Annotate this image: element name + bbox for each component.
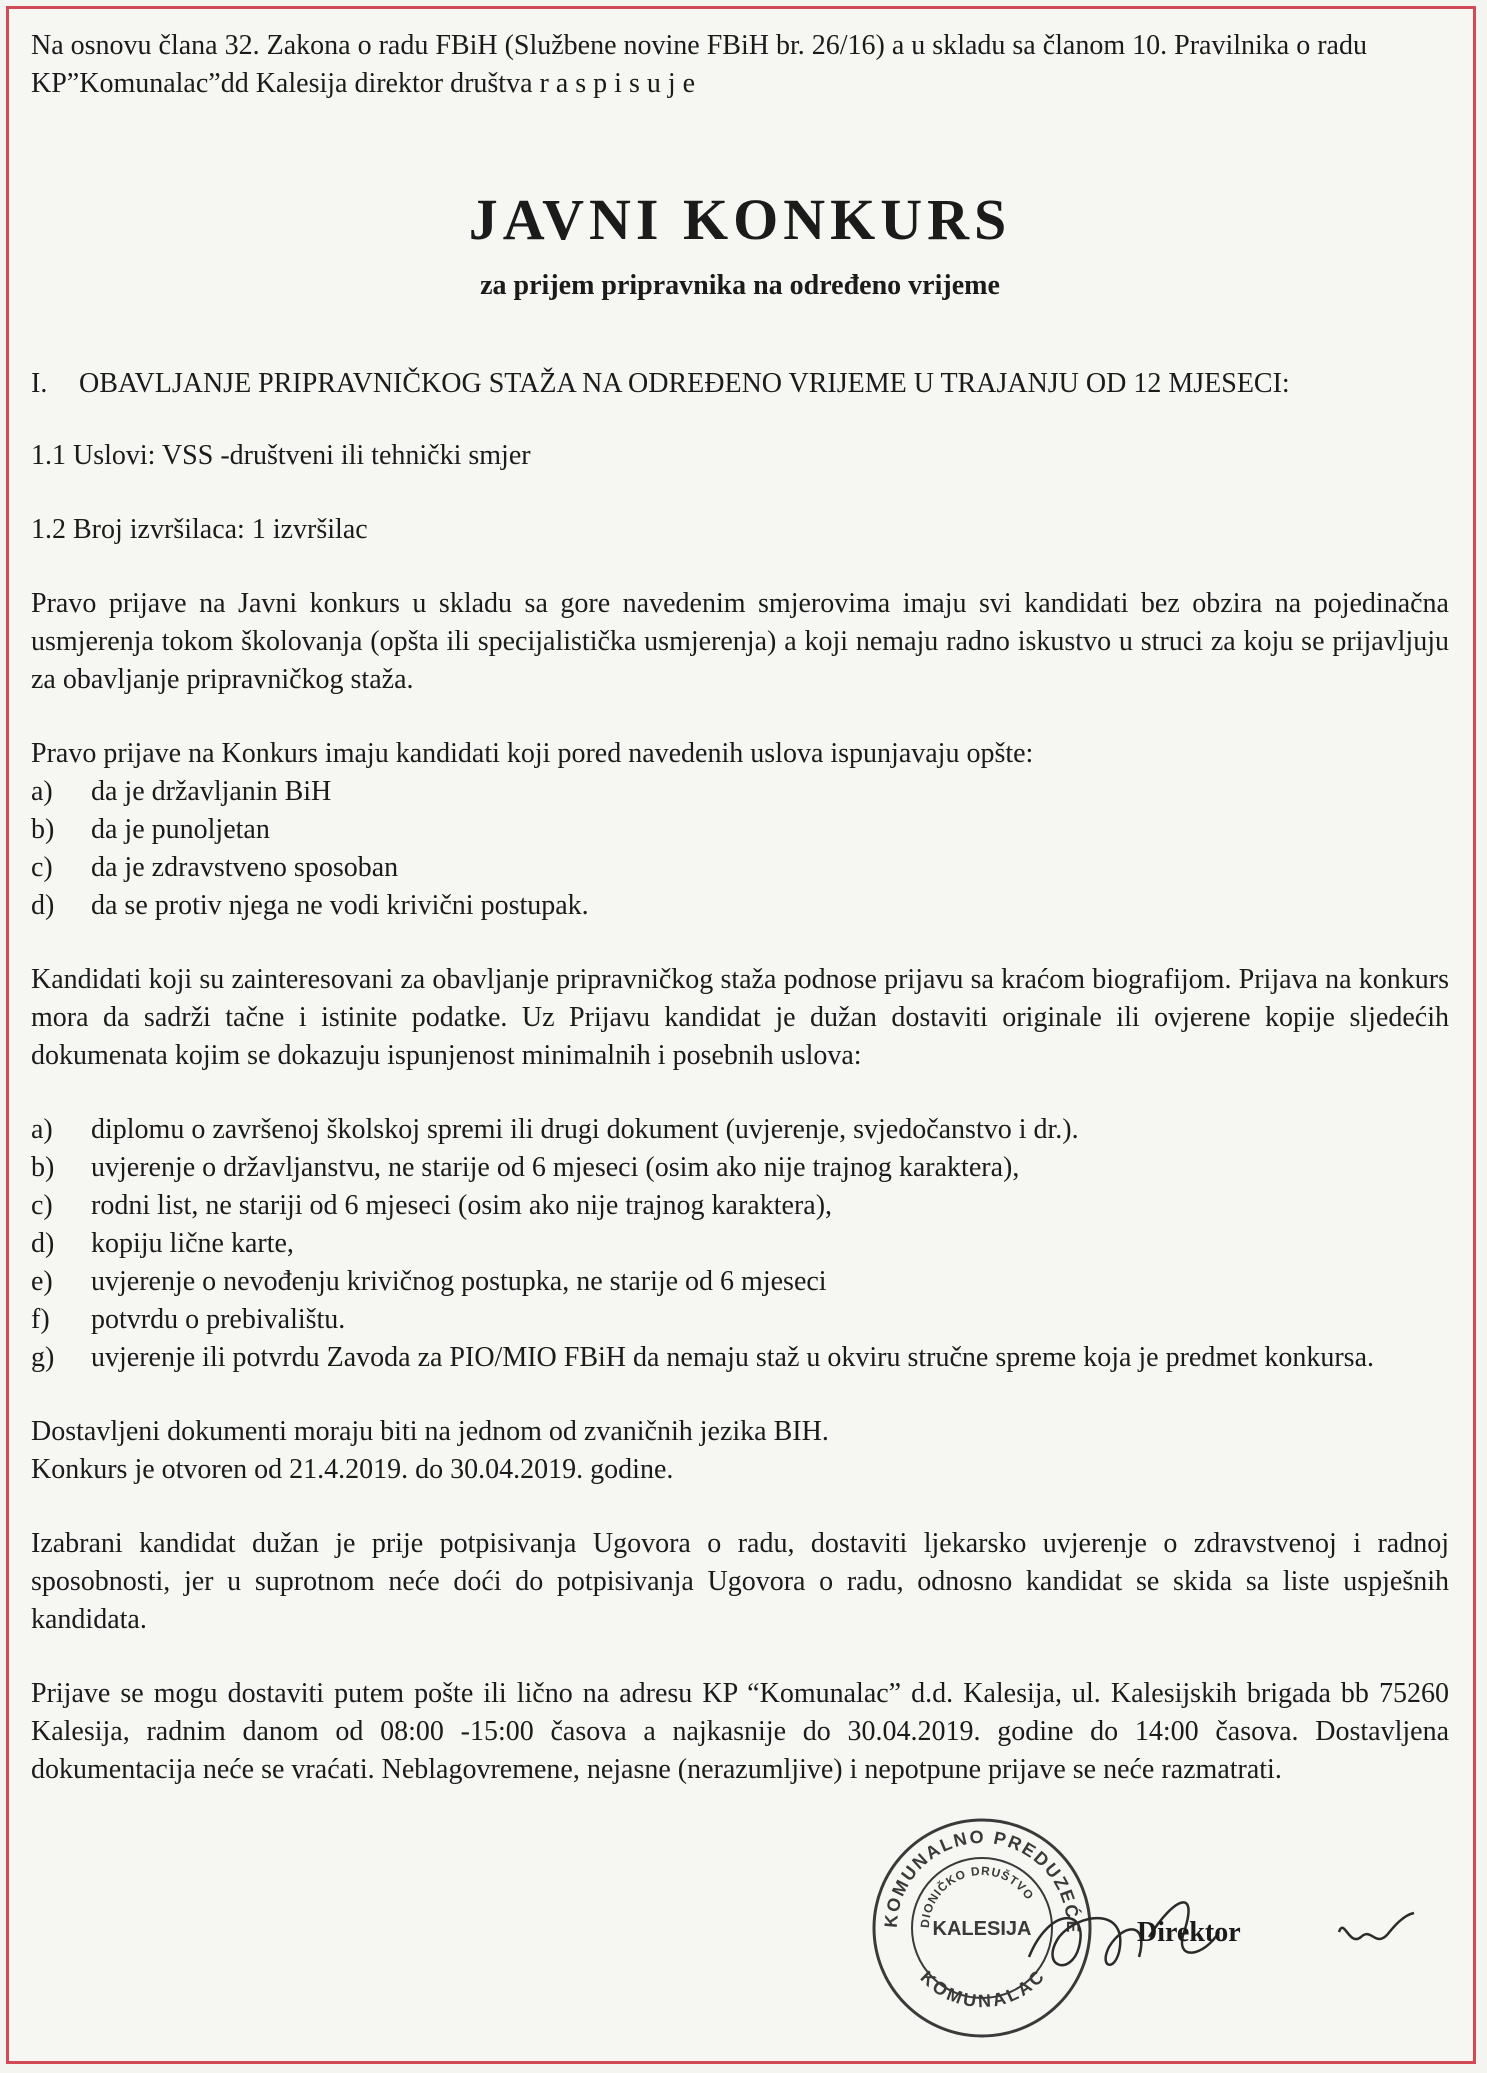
submission-paragraph: Prijave se mogu dostaviti putem pošte ili lično na adresu KP “Komunalac” d.d. Kalesija, ul. Kalesijskih brigada bb 75260 Kalesija, radnim danom od 08:00 -15:00 časova a najkasnije do 30.04.2019. godine do 14:00 časova. Dostavljena dokumentacija neće se vraćati. Neblagovremene, nejasne (nerazumljive) i nepotpune prijave se neće razmatrati. xyxy=(31,1678,1449,1785)
language-note: Dostavljeni dokumenti moraju biti na jednom od zvaničnih jezika BIH. xyxy=(31,1416,829,1447)
intro-paragraph: Na osnovu člana 32. Zakona o radu FBiH (Službene novine FBiH br. 26/16) a u skladu sa članom 10. Pravilnika o radu KP”Komunalac”dd Kalesija direktor društva r a s p i s u j e xyxy=(31,30,1367,99)
contest-period: Konkurs je otvoren od 21.4.2019. do 30.04.2019. godine. xyxy=(31,1454,674,1485)
document-subtitle: za prijem pripravnika na određeno vrijeme xyxy=(480,270,1000,301)
document-content xyxy=(31,27,1449,1825)
list-text: da je punoljetan xyxy=(91,814,270,845)
list-text: uvjerenje o nevođenju krivičnog postupka, ne starije od 6 mjeseci xyxy=(91,1266,827,1297)
list-letter: d) xyxy=(31,1228,55,1259)
list-letter: g) xyxy=(31,1342,55,1373)
required-documents-list xyxy=(31,1111,1449,1377)
condition-item-2 xyxy=(31,511,1449,549)
list-letter: d) xyxy=(31,890,55,921)
list-letter: c) xyxy=(31,1190,53,1221)
list-text: potvrdu o prebivalištu. xyxy=(91,1304,346,1335)
stamp-outer-text: KOMUNALNO PREDUZEĆE xyxy=(880,1826,1084,1935)
condition-item-1 xyxy=(31,437,1449,475)
list-text: da se protiv njega ne vodi krivični postupak. xyxy=(91,890,589,921)
documents-intro: Kandidati koji su zainteresovani za obavljanje pripravničkog staža podnose prijavu sa kraćom biografijom. Prijava na konkurs mora da sadrži tačne i istinite podatke. Uz Prijavu kandidat je dužan dostaviti originale ili ovjerene kopije sljedećih dokumenata kojim se dokazuju ispunjenost minimalnih i posebnih uslova: xyxy=(31,964,1449,1071)
list-letter: b) xyxy=(31,1152,55,1183)
eligibility-paragraph: Pravo prijave na Javni konkurs u skladu sa gore navedenim smjerovima imaju svi kandidati bez obzira na pojedinačna usmjerenja tokom školovanja (opšta ili specijalistička usmjerenja) a koji nemaju radno iskustvo u struci za koju se prijavljuju za obavljanje pripravničkog staža. xyxy=(31,588,1449,695)
list-item xyxy=(31,1301,1449,1339)
list-text: kopiju lične karte, xyxy=(91,1228,294,1259)
list-item xyxy=(31,1111,1449,1149)
list-text: uvjerenje ili potvrdu Zavoda za PIO/MIO FBiH da nemaju staž u okviru stručne spreme koja je predmet konkursa. xyxy=(91,1342,1374,1373)
list-text: da je državljanin BiH xyxy=(91,776,332,807)
list-letter: a) xyxy=(31,1114,53,1145)
section-number: I. xyxy=(31,368,48,399)
list-letter: c) xyxy=(31,852,53,883)
list-text: rodni list, ne stariji od 6 mjeseci (osim ako nije trajnog karaktera), xyxy=(91,1190,833,1221)
list-item xyxy=(31,1225,1449,1263)
medical-note: Izabrani kandidat dužan je prije potpisivanja Ugovora o radu, dostaviti ljekarsko uvjerenje o zdravstvenoj i radnoj sposobnosti, jer u suprotnom neće doći do potpisivanja Ugovora o radu, odnosno kandidat se skida sa liste uspješnih kandidata. xyxy=(31,1528,1449,1635)
list-letter: e) xyxy=(31,1266,53,1297)
stamp-bottom-text: KOMUNALAC xyxy=(916,1964,1050,2012)
list-item xyxy=(31,1187,1449,1225)
list-item xyxy=(31,849,1449,887)
list-letter: f) xyxy=(31,1304,50,1335)
item-text: Uslovi: VSS -društveni ili tehnički smjer xyxy=(73,440,531,471)
list-item xyxy=(31,773,1449,811)
stamp-center-text: KALESIJA xyxy=(932,1918,1032,1940)
list-text: diplomu o završenoj školskoj spremi ili drugi dokument (uvjerenje, svjedočanstvo i dr.). xyxy=(91,1114,1079,1145)
section-heading-text: OBAVLJANJE PRIPRAVNIČKOG STAŽA NA ODREĐENO VRIJEME U TRAJANJU OD 12 MJESECI: xyxy=(79,368,1290,399)
section-heading xyxy=(31,365,1449,403)
list-item xyxy=(31,1263,1449,1301)
item-number: 1.1 xyxy=(31,440,66,471)
list-text: uvjerenje o državljanstvu, ne starije od 6 mjeseci (osim ako nije trajnog karaktera), xyxy=(91,1152,1020,1183)
general-conditions-list xyxy=(31,773,1449,925)
list-letter: b) xyxy=(31,814,55,845)
document-title: JAVNI KONKURS xyxy=(468,187,1012,252)
item-text: Broj izvršilaca: 1 izvršilac xyxy=(73,514,368,545)
list-letter: a) xyxy=(31,776,53,807)
list-item xyxy=(31,887,1449,925)
list-item xyxy=(31,1339,1449,1377)
item-number: 1.2 xyxy=(31,514,66,545)
stamp-inner-text: DIONIČKO DRUŠTVO xyxy=(917,1863,1037,1929)
document-page xyxy=(6,6,1476,2064)
list-item xyxy=(31,811,1449,849)
director-title: Direktor xyxy=(1137,1917,1241,1948)
list-item xyxy=(31,1149,1449,1187)
conditions-intro: Pravo prijave na Konkurs imaju kandidati koji pored navedenih uslova ispunjavaju opšte: xyxy=(31,738,1034,769)
list-text: da je zdravstveno sposoban xyxy=(91,852,399,883)
